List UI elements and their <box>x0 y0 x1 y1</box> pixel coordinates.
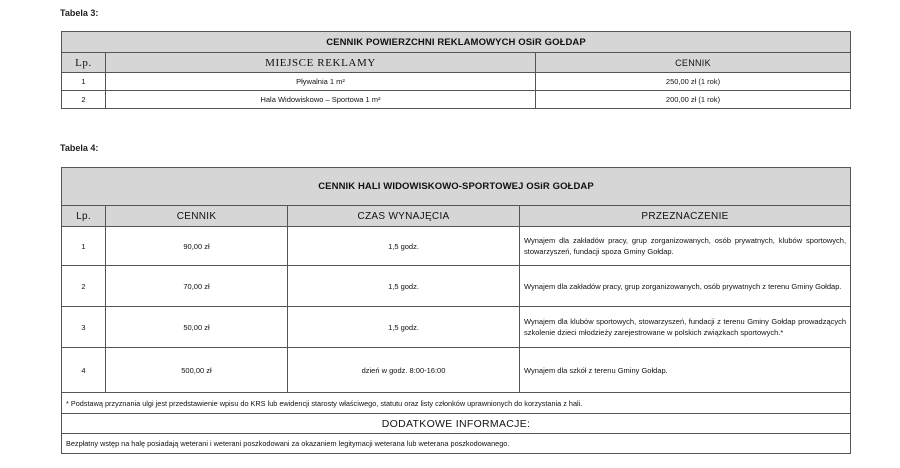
row-time: 1,5 godz. <box>288 227 520 266</box>
table3-header-place: MIEJSCE REKLAMY <box>106 53 536 73</box>
row-purpose: Wynajem dla zakładów pracy, grup zorganizowanych, osób prywatnych z terenu Gminy Gołdap. <box>520 266 851 307</box>
row-price: 500,00 zł <box>106 348 288 393</box>
row-lp: 2 <box>62 266 106 307</box>
additional-info-text: Bezpłatny wstęp na halę posiadają weterani i weterani poszkodowani za okazaniem legitymacji weterana lub weterana poszkodowanego. <box>62 434 851 454</box>
table-row <box>62 348 851 393</box>
table3-header-lp: Lp. <box>62 53 106 73</box>
table4-header-time: CZAS WYNAJĘCIA <box>288 206 520 227</box>
table4-header-purpose: PRZEZNACZENIE <box>520 206 851 227</box>
table3-title: CENNIK POWIERZCHNI REKLAMOWYCH OSiR GOŁDAP <box>62 32 851 53</box>
table3-caption: Tabela 3: <box>60 8 99 18</box>
row-price: 90,00 zł <box>106 227 288 266</box>
table3-advertising-price-list <box>61 31 851 109</box>
row-time: dzień w godz. 8:00-16:00 <box>288 348 520 393</box>
row-place: Hala Widowiskowo – Sportowa 1 m² <box>106 91 536 109</box>
row-time: 1,5 godz. <box>288 307 520 348</box>
row-place: Pływalnia 1 m² <box>106 73 536 91</box>
row-time: 1,5 godz. <box>288 266 520 307</box>
table4-header-price: CENNIK <box>106 206 288 227</box>
table-row <box>62 227 851 266</box>
row-purpose: Wynajem dla zakładów pracy, grup zorganizowanych, osób prywatnych, klubów sportowych, stowarzyszeń, fundacji spoza Gminy Gołdap. <box>520 227 851 266</box>
table4-footnote: * Podstawą przyznania ulgi jest przedstawienie wpisu do KRS lub ewidencji starosty właściwego, statutu oraz listy członków uprawnionych do korzystania z hali. <box>62 393 851 414</box>
table4-title: CENNIK HALI WIDOWISKOWO-SPORTOWEJ OSiR GOŁDAP <box>62 168 851 206</box>
table3-header-price: CENNIK <box>536 53 851 73</box>
row-lp: 4 <box>62 348 106 393</box>
additional-info-title: DODATKOWE INFORMACJE: <box>62 414 851 434</box>
row-lp: 3 <box>62 307 106 348</box>
row-lp: 2 <box>62 91 106 109</box>
row-price: 50,00 zł <box>106 307 288 348</box>
row-price: 250,00 zł (1 rok) <box>536 73 851 91</box>
table4-header-lp: Lp. <box>62 206 106 227</box>
table-row <box>62 91 851 109</box>
table-row <box>62 73 851 91</box>
row-lp: 1 <box>62 227 106 266</box>
row-purpose: Wynajem dla klubów sportowych, stowarzyszeń, fundacji z terenu Gminy Gołdap prowadzących szkolenie dzieci młodzieży zarejestrowane w polskich związkach sportowych.* <box>520 307 851 348</box>
table-row <box>62 266 851 307</box>
table-row <box>62 307 851 348</box>
row-price: 70,00 zł <box>106 266 288 307</box>
row-purpose: Wynajem dla szkół z terenu Gminy Gołdap. <box>520 348 851 393</box>
table4-hall-price-list <box>61 167 851 454</box>
row-price: 200,00 zł (1 rok) <box>536 91 851 109</box>
row-lp: 1 <box>62 73 106 91</box>
table4-caption: Tabela 4: <box>60 143 99 153</box>
